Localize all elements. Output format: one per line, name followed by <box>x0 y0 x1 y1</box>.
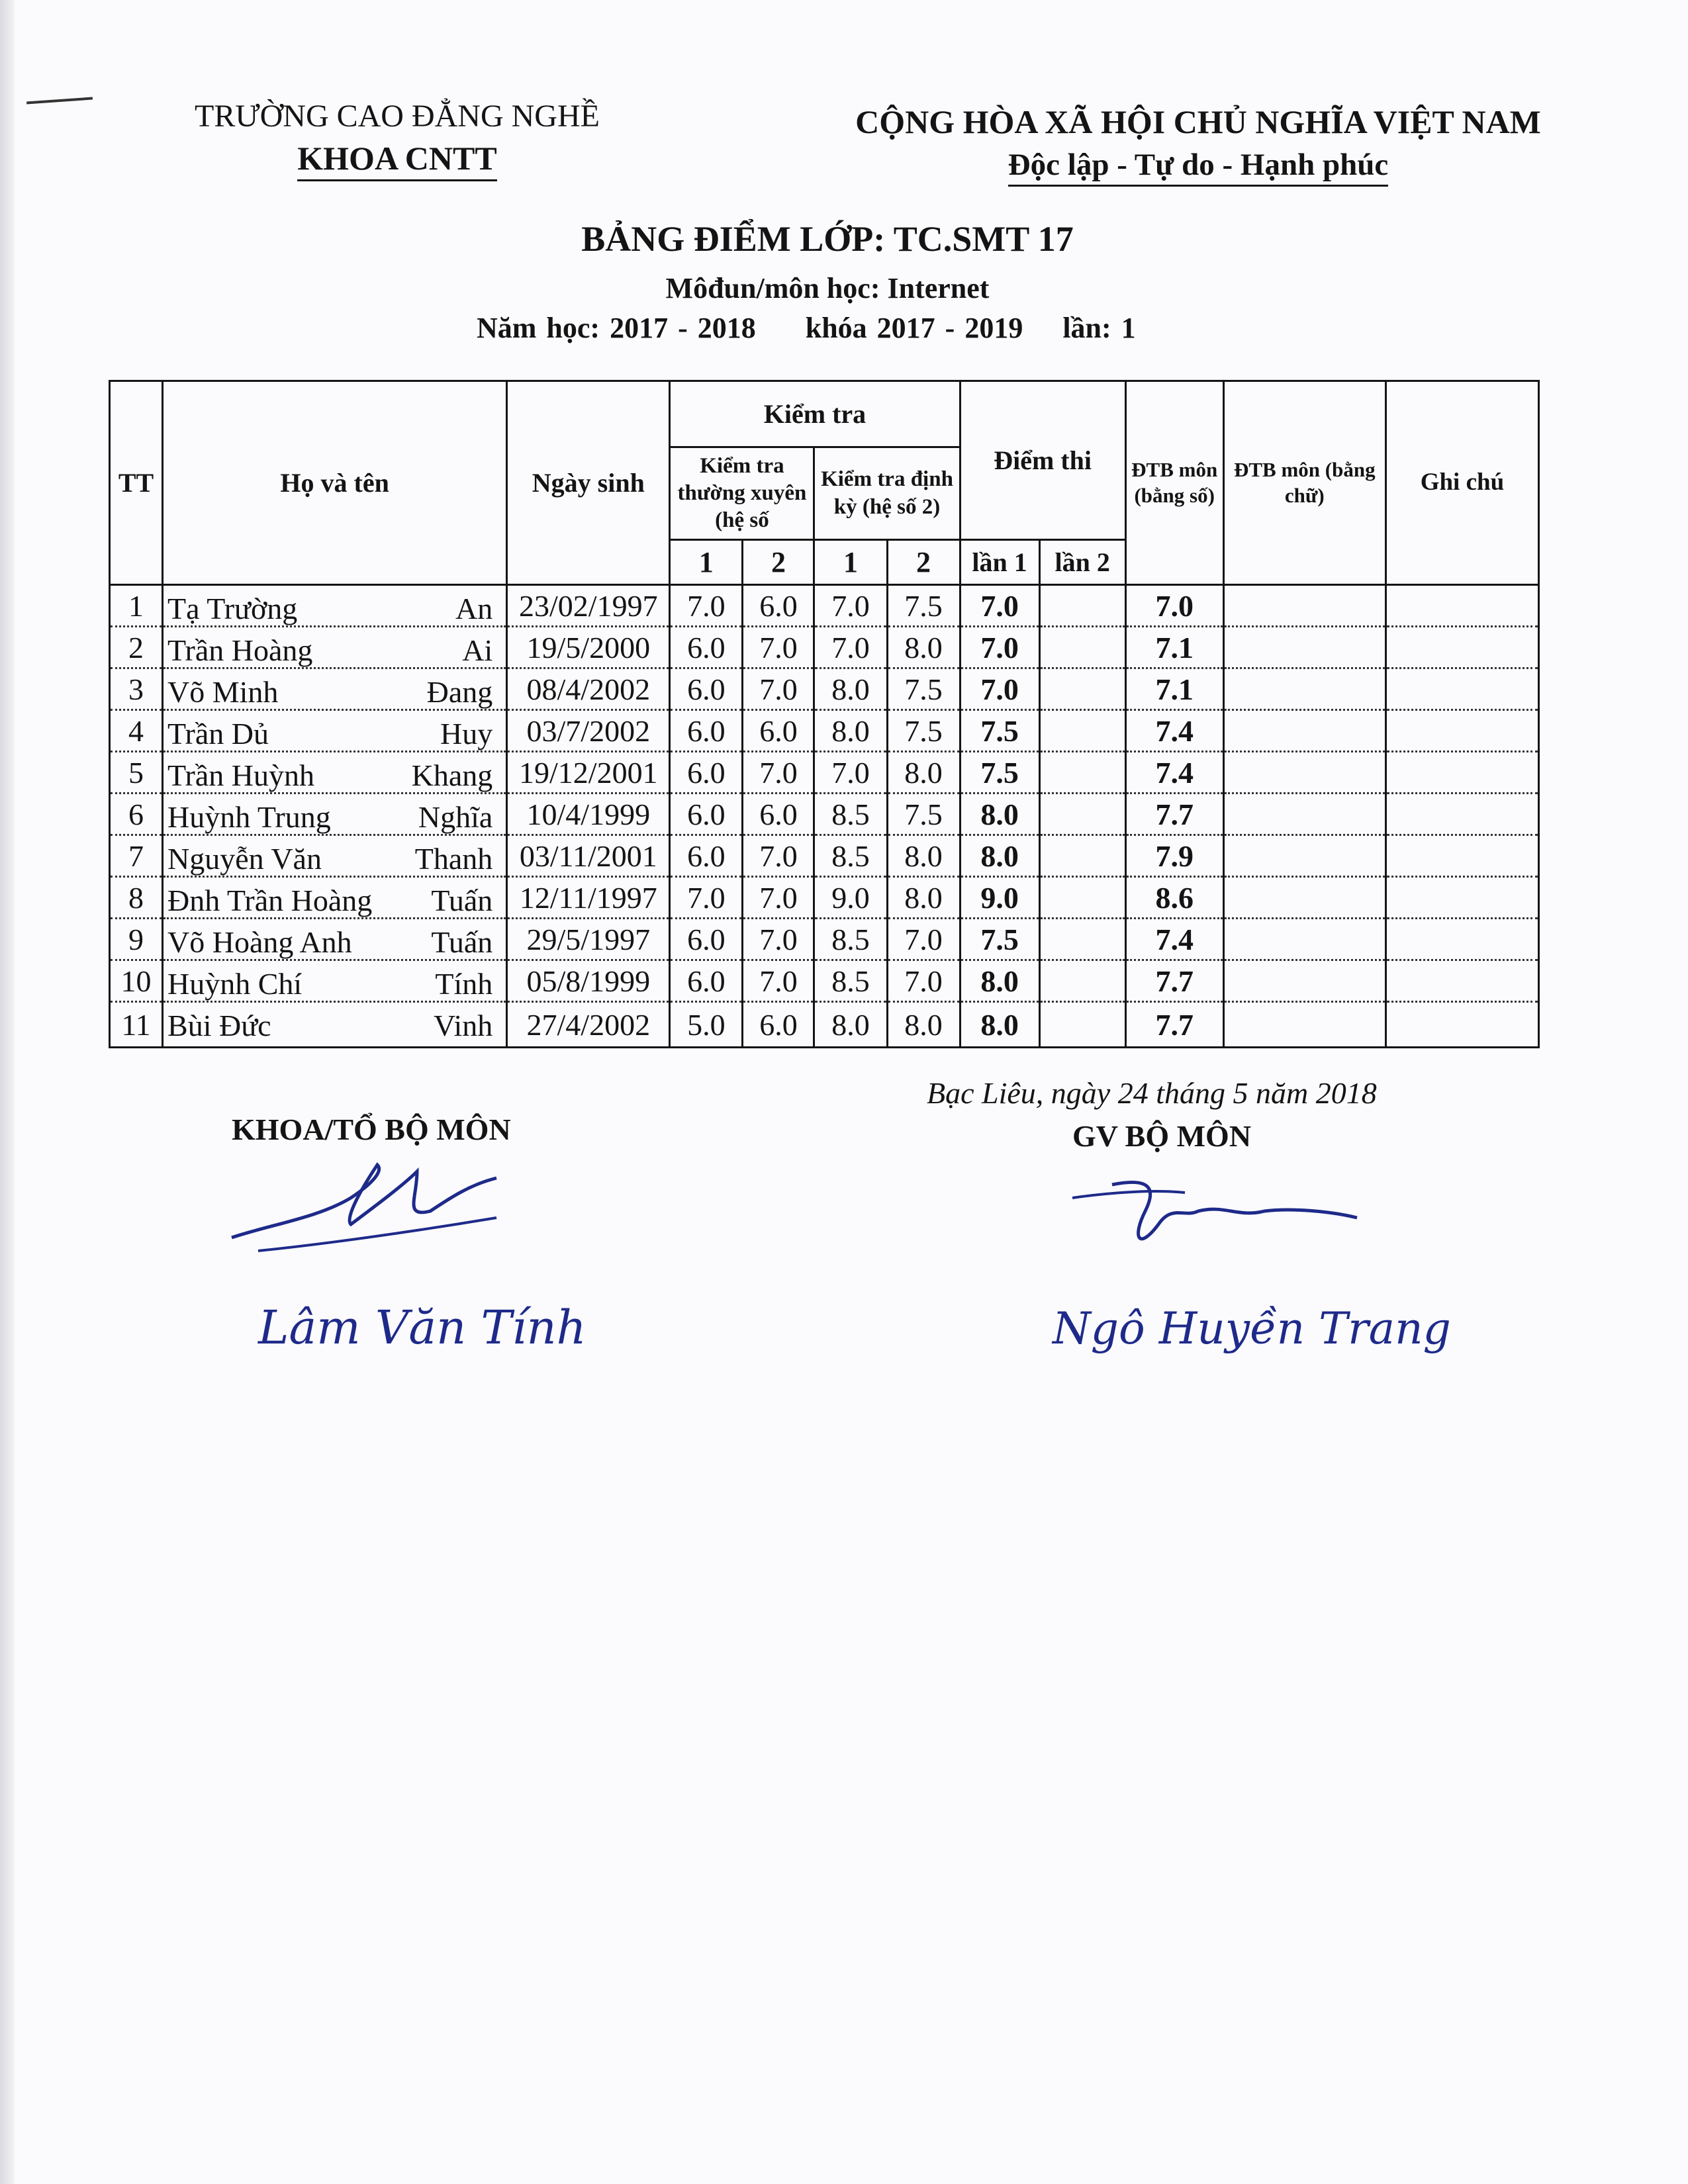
cell-r2: 7.0 <box>743 752 814 794</box>
cell-avg: 7.4 <box>1125 919 1223 960</box>
cell-p2: 7.5 <box>887 710 960 752</box>
table-row <box>110 668 1539 710</box>
header-exam-2: lần 2 <box>1039 540 1125 585</box>
table-row <box>110 960 1539 1002</box>
grade-table <box>109 380 1540 1048</box>
school-name: TRƯỜNG CAO ĐẲNG NGHỀ <box>195 99 600 134</box>
last-name: Võ Minh <box>167 675 279 709</box>
cell-dob: 19/5/2000 <box>507 627 670 668</box>
cell-p2: 8.0 <box>887 627 960 668</box>
header-tt: TT <box>110 381 163 585</box>
cell-avg: 7.4 <box>1125 710 1223 752</box>
cell-e2 <box>1039 627 1125 668</box>
cell-avg_text <box>1223 710 1385 752</box>
cell-p2: 7.5 <box>887 668 960 710</box>
cell-avg_text <box>1223 752 1385 794</box>
cell-e2 <box>1039 668 1125 710</box>
cell-avg_text <box>1223 877 1385 919</box>
header-regular-1: 1 <box>670 540 743 585</box>
right-signature-title: GV BỘ MÔN <box>1072 1119 1252 1153</box>
table-row <box>110 919 1539 960</box>
cell-tt: 4 <box>110 710 163 752</box>
cell-tt: 3 <box>110 668 163 710</box>
cell-avg_text <box>1223 585 1385 627</box>
cell-e1: 9.0 <box>960 877 1039 919</box>
cell-r1: 6.0 <box>670 710 743 752</box>
first-name: Khang <box>411 758 493 792</box>
cell-dob: 08/4/2002 <box>507 668 670 710</box>
cell-avg: 7.0 <box>1125 585 1223 627</box>
cell-p2: 8.0 <box>887 877 960 919</box>
table-row <box>110 752 1539 794</box>
header-name: Họ và tên <box>163 381 507 585</box>
cell-p2: 8.0 <box>887 835 960 877</box>
cell-dob: 10/4/1999 <box>507 794 670 835</box>
cell-dob: 23/02/1997 <box>507 585 670 627</box>
cell-e1: 7.5 <box>960 710 1039 752</box>
table-row <box>110 627 1539 668</box>
last-name: Trần Huỳnh <box>167 758 314 792</box>
cell-r2: 7.0 <box>743 835 814 877</box>
cell-note <box>1385 919 1538 960</box>
cell-e2 <box>1039 919 1125 960</box>
cell-r2: 7.0 <box>743 877 814 919</box>
grade-table-body <box>110 585 1539 1048</box>
cell-r1: 6.0 <box>670 752 743 794</box>
cell-name <box>163 752 507 794</box>
cell-avg_text <box>1223 919 1385 960</box>
cell-e1: 7.0 <box>960 627 1039 668</box>
cell-tt: 6 <box>110 794 163 835</box>
faculty-name: KHOA CNTT <box>185 139 609 177</box>
cell-avg: 7.7 <box>1125 1002 1223 1048</box>
cell-p1: 8.5 <box>814 960 887 1002</box>
header-dob: Ngày sinh <box>507 381 670 585</box>
cell-dob: 03/7/2002 <box>507 710 670 752</box>
header-note: Ghi chú <box>1385 381 1538 585</box>
course: khóa 2017 - 2019 <box>805 312 1023 344</box>
cell-p2: 8.0 <box>887 752 960 794</box>
last-name: Huỳnh Chí <box>167 967 303 1001</box>
cell-p2: 7.5 <box>887 585 960 627</box>
table-row <box>110 794 1539 835</box>
cell-e1: 7.0 <box>960 585 1039 627</box>
cell-avg: 7.7 <box>1125 794 1223 835</box>
cell-note <box>1385 710 1538 752</box>
cell-note <box>1385 752 1538 794</box>
cell-avg_text <box>1223 794 1385 835</box>
cell-e2 <box>1039 794 1125 835</box>
last-name: Trần Hoàng <box>167 633 313 667</box>
header-avg-text: ĐTB môn (bằng chữ) <box>1223 381 1385 585</box>
last-name: Huỳnh Trung <box>167 800 331 834</box>
cell-p1: 7.0 <box>814 585 887 627</box>
cell-name <box>163 919 507 960</box>
republic-title: CỘNG HÒA XÃ HỘI CHỦ NGHĨA VIỆT NAM <box>855 103 1541 140</box>
first-name: Thanh <box>414 842 493 876</box>
cell-note <box>1385 585 1538 627</box>
last-name: Bùi Đức <box>167 1009 271 1042</box>
cell-tt: 8 <box>110 877 163 919</box>
first-name: Huy <box>440 717 493 751</box>
cell-note <box>1385 1002 1538 1048</box>
cell-p2: 8.0 <box>887 1002 960 1048</box>
cell-dob: 03/11/2001 <box>507 835 670 877</box>
right-signer-name: Ngô Huyền Trang <box>1053 1303 1451 1354</box>
cell-e1: 8.0 <box>960 835 1039 877</box>
cell-tt: 7 <box>110 835 163 877</box>
cell-p2: 7.0 <box>887 960 960 1002</box>
first-name: Vinh <box>434 1009 493 1042</box>
cell-e2 <box>1039 585 1125 627</box>
cell-name <box>163 1002 507 1048</box>
cell-e1: 7.0 <box>960 668 1039 710</box>
pen-mark <box>26 97 93 105</box>
cell-e2 <box>1039 877 1125 919</box>
cell-tt: 11 <box>110 1002 163 1048</box>
cell-p1: 7.0 <box>814 627 887 668</box>
header-regular-2: 2 <box>743 540 814 585</box>
cell-e2 <box>1039 835 1125 877</box>
last-name: Võ Hoàng Anh <box>167 925 352 959</box>
last-name: Tạ Trường <box>167 592 298 625</box>
cell-dob: 27/4/2002 <box>507 1002 670 1048</box>
left-signer-name: Lâm Văn Tính <box>258 1300 586 1355</box>
cell-p1: 8.0 <box>814 1002 887 1048</box>
cell-r2: 7.0 <box>743 919 814 960</box>
cell-avg: 7.1 <box>1125 627 1223 668</box>
left-signature <box>218 1145 589 1383</box>
header-exam: Điểm thi <box>960 381 1125 540</box>
cell-name <box>163 960 507 1002</box>
cell-avg: 7.7 <box>1125 960 1223 1002</box>
first-name: Nghĩa <box>418 800 493 834</box>
school-year: Năm học: 2017 - 2018 <box>477 312 756 344</box>
cell-name <box>163 835 507 877</box>
cell-note <box>1385 794 1538 835</box>
cell-e1: 7.5 <box>960 919 1039 960</box>
cell-r2: 7.0 <box>743 668 814 710</box>
cell-r2: 6.0 <box>743 1002 814 1048</box>
cell-r1: 5.0 <box>670 1002 743 1048</box>
right-signature <box>986 1145 1489 1383</box>
cell-avg: 8.6 <box>1125 877 1223 919</box>
cell-dob: 19/12/2001 <box>507 752 670 794</box>
cell-e2 <box>1039 710 1125 752</box>
scan-edge <box>0 0 15 2184</box>
cell-note <box>1385 877 1538 919</box>
header-regular-check: Kiểm tra thường xuyên (hệ số <box>670 447 814 540</box>
cell-note <box>1385 835 1538 877</box>
cell-name <box>163 794 507 835</box>
first-name: Tuấn <box>431 884 493 917</box>
cell-r2: 7.0 <box>743 960 814 1002</box>
cell-r2: 6.0 <box>743 794 814 835</box>
header-periodic-2: 2 <box>887 540 960 585</box>
last-name: Nguyễn Văn <box>167 842 322 876</box>
cell-r1: 6.0 <box>670 960 743 1002</box>
table-row <box>110 710 1539 752</box>
cell-e1: 8.0 <box>960 794 1039 835</box>
cell-e2 <box>1039 960 1125 1002</box>
cell-p1: 8.0 <box>814 668 887 710</box>
cell-tt: 5 <box>110 752 163 794</box>
last-name: Đnh Trần Hoàng <box>167 884 373 917</box>
cell-avg_text <box>1223 960 1385 1002</box>
table-row <box>110 585 1539 627</box>
cell-r1: 6.0 <box>670 919 743 960</box>
subject-line: Môđun/môn học: Internet <box>665 272 990 304</box>
cell-note <box>1385 960 1538 1002</box>
cell-avg_text <box>1223 1002 1385 1048</box>
cell-r1: 7.0 <box>670 877 743 919</box>
cell-r1: 6.0 <box>670 835 743 877</box>
header-check: Kiểm tra <box>670 381 960 447</box>
cell-dob: 05/8/1999 <box>507 960 670 1002</box>
cell-tt: 2 <box>110 627 163 668</box>
cell-name <box>163 627 507 668</box>
table-row <box>110 877 1539 919</box>
cell-e2 <box>1039 1002 1125 1048</box>
table-row <box>110 835 1539 877</box>
cell-p1: 8.5 <box>814 835 887 877</box>
cell-r1: 6.0 <box>670 668 743 710</box>
cell-r2: 7.0 <box>743 627 814 668</box>
left-signature-title: KHOA/TỔ BỘ MÔN <box>232 1113 511 1146</box>
place-date: Bạc Liêu, ngày 24 tháng 5 năm 2018 <box>927 1076 1377 1110</box>
table-row <box>110 1002 1539 1048</box>
cell-avg_text <box>1223 627 1385 668</box>
first-name: An <box>455 592 493 625</box>
first-name: Tuấn <box>431 925 493 959</box>
cell-p1: 8.0 <box>814 710 887 752</box>
first-name: Ai <box>462 633 493 667</box>
cell-avg_text <box>1223 835 1385 877</box>
attempt: lần: 1 <box>1062 312 1136 344</box>
cell-avg: 7.9 <box>1125 835 1223 877</box>
cell-tt: 10 <box>110 960 163 1002</box>
page-title: BẢNG ĐIỂM LỚP: TC.SMT 17 <box>581 219 1074 259</box>
cell-r1: 6.0 <box>670 627 743 668</box>
cell-p2: 7.5 <box>887 794 960 835</box>
header-exam-1: lần 1 <box>960 540 1039 585</box>
cell-avg: 7.4 <box>1125 752 1223 794</box>
cell-p2: 7.0 <box>887 919 960 960</box>
first-name: Đang <box>426 675 493 709</box>
cell-r2: 6.0 <box>743 585 814 627</box>
cell-tt: 9 <box>110 919 163 960</box>
cell-e1: 8.0 <box>960 960 1039 1002</box>
header-periodic-check: Kiểm tra định kỳ (hệ số 2) <box>814 447 960 540</box>
cell-note <box>1385 668 1538 710</box>
cell-tt: 1 <box>110 585 163 627</box>
cell-e1: 8.0 <box>960 1002 1039 1048</box>
cell-name <box>163 585 507 627</box>
cell-dob: 29/5/1997 <box>507 919 670 960</box>
cell-r1: 6.0 <box>670 794 743 835</box>
cell-e2 <box>1039 752 1125 794</box>
cell-avg: 7.1 <box>1125 668 1223 710</box>
cell-name <box>163 710 507 752</box>
cell-avg_text <box>1223 668 1385 710</box>
cell-name <box>163 668 507 710</box>
cell-r1: 7.0 <box>670 585 743 627</box>
cell-p1: 8.5 <box>814 794 887 835</box>
header-avg-number: ĐTB môn (bằng số) <box>1125 381 1223 585</box>
cell-note <box>1385 627 1538 668</box>
cell-r2: 6.0 <box>743 710 814 752</box>
national-motto: Độc lập - Tự do - Hạnh phúc <box>794 147 1602 183</box>
cell-e1: 7.5 <box>960 752 1039 794</box>
last-name: Trần Dủ <box>167 717 269 751</box>
cell-p1: 9.0 <box>814 877 887 919</box>
year-line <box>477 311 1136 345</box>
cell-name <box>163 877 507 919</box>
first-name: Tính <box>435 967 493 1001</box>
cell-dob: 12/11/1997 <box>507 877 670 919</box>
cell-p1: 8.5 <box>814 919 887 960</box>
header-periodic-1: 1 <box>814 540 887 585</box>
cell-p1: 7.0 <box>814 752 887 794</box>
